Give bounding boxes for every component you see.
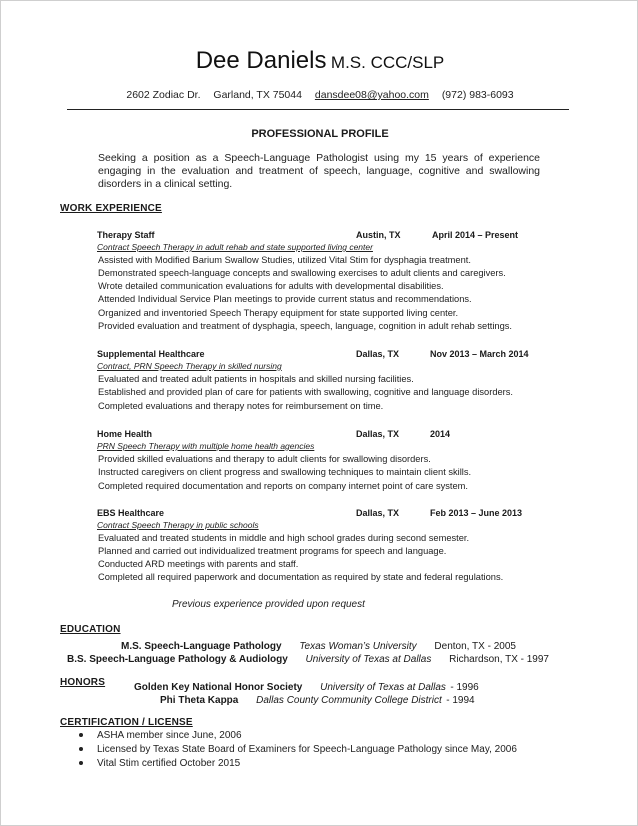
job-title: Therapy Staff [97, 230, 155, 240]
certification-text: Vital Stim certified October 2015 [97, 758, 241, 769]
job-location: Dallas, TX [356, 429, 400, 439]
job-subtitle: Contract, PRN Speech Therapy in skilled nursing [97, 361, 282, 371]
job-title: Home Health [97, 429, 153, 439]
job-dates: Nov 2013 – March 2014 [430, 349, 529, 359]
phone: (972) 983-6093 [441, 89, 514, 101]
job-dates: Feb 2013 – June 2013 [430, 508, 523, 518]
education-heading: EDUCATION [60, 624, 121, 635]
job-duty: Completed all required paperwork and documentation as required by state and federal regulations. [98, 572, 504, 582]
job-duty: Completed required documentation and reports on company internet point of care system. [98, 481, 469, 491]
job-duty: Provided skilled evaluations and therapy to adult clients for swallowing disorders. [98, 454, 431, 464]
certification-heading: CERTIFICATION / LICENSE [60, 717, 193, 728]
school: University of Texas at Dallas [305, 654, 432, 665]
job-duty: Completed evaluations and therapy notes for reimbursement on time. [98, 401, 384, 411]
job-location: Austin, TX [356, 230, 401, 240]
header-divider [67, 109, 569, 110]
profile-line: engaging in the evaluation and treatment of speech, language, cognitive and swallowing [98, 165, 540, 177]
bullet-icon [79, 747, 83, 751]
job-duty: Provided evaluation and treatment of dysphagia, speech, language, cognition in adult rehab settings. [98, 321, 512, 331]
degree: B.S. Speech-Language Pathology & Audiology [67, 654, 288, 665]
candidate-credentials: M.S. CCC/SLP [330, 53, 445, 72]
work-experience-heading: WORK EXPERIENCE [60, 203, 162, 214]
profile-line: Seeking a position as a Speech-Language Pathologist using my 15 years of experience [98, 152, 540, 164]
honors-heading: HONORS [60, 677, 106, 688]
profile-summary [98, 152, 540, 191]
job-duty: Wrote detailed communication evaluations for adults with developmental disabilities. [98, 281, 444, 291]
job-duty: Instructed caregivers on client progress and swallowing techniques to maintain client skills. [98, 467, 472, 477]
job-duty: Assisted with Modified Barium Swallow Studies, utilized Vital Stim for dysphagia treatment. [98, 255, 471, 265]
city: Garland, TX 75044 [213, 89, 302, 101]
job-duty: Evaluated and treated students in middle and high school grades during second semester. [98, 533, 470, 543]
job-duty: Demonstrated speech-language concepts and swallowing exercises to adult clients and caregivers. [98, 268, 506, 278]
honor-school: University of Texas at Dallas [320, 682, 446, 693]
school-location: Richardson, TX - 1997 [449, 654, 549, 665]
job-subtitle: Contract Speech Therapy in public schools [97, 520, 259, 530]
honor-name: Golden Key National Honor Society [134, 682, 303, 693]
candidate-name: Dee Daniels [195, 47, 327, 74]
honor-entry [160, 690, 475, 708]
honor-year: - 1996 [450, 682, 479, 693]
certification-item [79, 744, 517, 755]
job-duty: Established and provided plan of care for patients with swallowing, cognitive and language disorders. [98, 387, 513, 397]
bullet-icon [79, 761, 83, 765]
job-duty: Planned and carried out individualized treatment programs for speech and language. [98, 546, 447, 556]
email-link[interactable]: dansdee08@yahoo.com [314, 89, 429, 101]
job-location: Dallas, TX [356, 508, 400, 518]
profile-line: disorders in a clinical setting. [98, 178, 233, 190]
job-duty: Organized and inventoried Speech Therapy equipment for state supported living center. [98, 308, 459, 318]
job-duty: Attended Individual Service Plan meetings to provide current status and recommendations. [98, 294, 472, 304]
address: 2602 Zodiac Dr. [126, 89, 201, 101]
job-title: Supplemental Healthcare [97, 349, 205, 359]
bullet-icon [79, 733, 83, 737]
education-entry [67, 649, 549, 667]
job-duty: Evaluated and treated adult patients in hospitals and skilled nursing facilities. [98, 374, 414, 384]
name-line [1, 47, 638, 75]
contact-line [1, 89, 638, 101]
honor-year: - 1994 [446, 695, 475, 706]
previous-experience-note: Previous experience provided upon request [172, 599, 365, 610]
degree: M.S. Speech-Language Pathology [121, 641, 282, 652]
school-location: Denton, TX - 2005 [434, 641, 516, 652]
certification-text: Licensed by Texas State Board of Examiners for Speech-Language Pathology since May, 2006 [97, 744, 517, 755]
certification-text: ASHA member since June, 2006 [97, 730, 242, 741]
job-title: EBS Healthcare [97, 508, 165, 518]
honor-school: Dallas County Community College District [256, 695, 442, 706]
honor-name: Phi Theta Kappa [160, 695, 239, 706]
job-dates: 2014 [430, 429, 451, 439]
job-duty: Conducted ARD meetings with parents and staff. [98, 559, 299, 569]
job-subtitle: PRN Speech Therapy with multiple home health agencies [97, 441, 315, 451]
certification-item [79, 730, 242, 741]
certification-item [79, 758, 240, 769]
job-subtitle: Contract Speech Therapy in adult rehab and state supported living center [97, 242, 373, 252]
job-dates: April 2014 – Present [432, 230, 519, 240]
profile-heading: PROFESSIONAL PROFILE [251, 128, 389, 140]
school: Texas Woman’s University [299, 641, 417, 652]
job-location: Dallas, TX [356, 349, 400, 359]
